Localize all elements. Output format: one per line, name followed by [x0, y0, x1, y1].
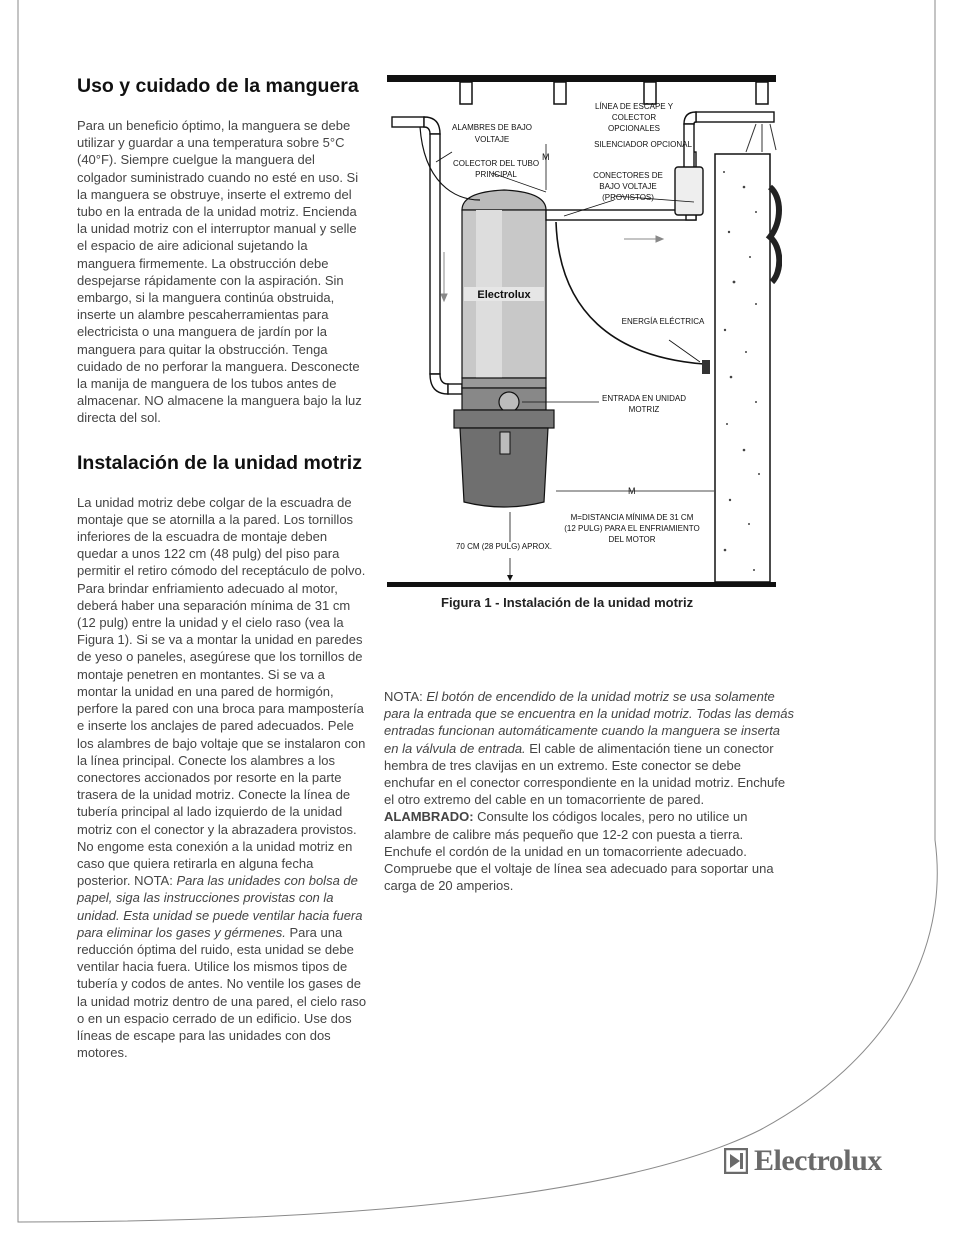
electrolux-logo-icon [724, 1148, 748, 1174]
label-height-approx: 70 CM (28 PULG) APROX. [455, 542, 553, 551]
note-prefix: NOTA: [384, 689, 427, 704]
height-arrow [507, 575, 513, 581]
label-exhaust-line-3: OPCIONALES [607, 124, 661, 133]
label-low-voltage-connectors-2: BAJO VOLTAJE [599, 182, 657, 191]
label-m-distance-2: (12 PULG) PARA EL ENFRIAMIENTO [564, 524, 700, 533]
note-text-b: Consulte los códigos locales, pero no utilice un alambre de calibre más pequeño que 12-2 con puesta a tierra. Enchufe el cordón de la unidad en un tomacorriente adecuado. Compruebe que el voltaje de línea sea adecuado para soportar una carga de 20 amperios. [384, 809, 774, 894]
label-m-distance-3: DEL MOTOR [608, 535, 656, 544]
unit-brand-label: Electrolux [477, 289, 531, 301]
canister-latch [500, 432, 510, 454]
body-text-a: La unidad motriz debe colgar de la escuadra de montaje que se atornilla a la pared. Los tornillos inferiores de la escuadra de montaje deben quedar a unos 122 cm (48 pulg) del piso para permitir el retiro cómodo del receptáculo de polvo. Para brindar enfriamiento adecuado al motor, deberá haber una separación mínima de 31 cm (12 pulg) entre la unidad y el cielo raso (vea la Figura 1). Si se va a montar la unidad en paredes de yeso o paneles, asegúrese que los tornillos de montaje penetren en montantes. Si se va a montar la unidad en una pared de hormigón, perfore la pared con una broca para mampostería e inserte los anclajes de pared adecuados. Pele los alambres de bajo voltaje que se instalaron con la línea principal. Conecte los alambres a los conectores accionados por resorte en la parte trasera de la unidad motriz. Conecte la línea de tubería principal al lado izquierdo de la unidad motriz con el conector y la abrazadera provistos. No engome esta conexión a la unidad motriz en caso que quiera retirarla en alguna fecha posterior. NOTA: [77, 494, 366, 889]
main-pipe [392, 117, 462, 394]
section-power-unit [77, 451, 367, 1062]
power-cord [556, 222, 704, 364]
label-electric-power: ENERGÍA ELÉCTRICA [621, 317, 705, 326]
note-text-a: El cable de alimentación tiene un conector hembra de tres clavijas en un extremo. Este conector se debe enchufar en el conector correspondiente en la unidad motriz. Enchufe el otro extremo del cable en un tomacorriente de pared. [384, 740, 786, 808]
label-unit-inlet-2: MOTRIZ [628, 405, 660, 414]
note-column [384, 688, 794, 894]
figure-caption: Figura 1 - Instalación de la unidad motriz [441, 595, 694, 610]
label-m-distance-1: M=DISTANCIA MÍNIMA DE 31 CM [570, 513, 694, 522]
ceiling-beam [387, 75, 776, 82]
electrolux-logo-text: Electrolux [754, 1144, 882, 1177]
section-body-hose-care: Para un beneficio óptimo, la manguera se debe utilizar y guardar a una temperatura sobre 5°C (40°F). Siempre cuelgue la manguera del colgador suministrado cuando no esté en uso. Si la manguera se obstruye, inserte el extremo del tubo en la entrada de la unidad motriz. Encienda la unidad motriz con el interruptor manual y selle el espacio de aire adicional sujetando la manguera firmemente. La obstrucción debe despejarse rápidamente con la aspiración. Sin embargo, si la manguera continúa obstruida, inserte un alambre pescaherramientas para electricista o una manguera de jardín por la manguera para quitar la obstrucción. Tenga cuidado de no perforar la manguera. Desconecte la manija de manguera de los tubos antes de almacenar. NO almacene la manguera bajo la luz directa del sol. [77, 118, 362, 426]
note-paragraph [384, 688, 794, 894]
insulation [770, 187, 779, 282]
concrete-wall [715, 154, 770, 582]
left-column [77, 74, 367, 1061]
power-unit [454, 190, 554, 507]
wall-outlet [702, 360, 710, 374]
muffler [675, 167, 703, 215]
label-low-voltage-wires-2: VOLTAJE [474, 135, 510, 144]
label-low-voltage-connectors-3: (PROVISTOS) [602, 193, 654, 202]
diagram-svg [384, 72, 782, 592]
ceiling-joists [460, 82, 768, 104]
body-text-italic: Para las unidades con bolsa de papel, siga las instrucciones provistas con la unidad. Esta unidad se puede ventilar hacia fuera para eliminar los gases y gérmenes. [77, 873, 363, 940]
note-italic: El botón de encendido de la unidad motriz se usa solamente para la entrada que se encuentra en la unidad motriz. Todas las demás entradas funcionan automáticamente cuando la manguera se inserta en la válvula de entrada. [384, 689, 795, 756]
m-mark-side: M [628, 486, 636, 496]
label-exhaust-line-1: LÍNEA DE ESCAPE Y [594, 102, 674, 111]
electrolux-logo [724, 1144, 882, 1178]
label-unit-inlet-1: ENTRADA EN UNIDAD [601, 394, 687, 403]
note-bold-label: ALAMBRADO: [384, 809, 474, 825]
section-title-hose-care: Uso y cuidado de la manguera [77, 75, 359, 97]
label-main-collector-1: COLECTOR DEL TUBO [452, 159, 540, 168]
body-text-b: Para una reducción óptima del ruido, esta unidad se debe ventilar hacia fuera. Utilice los mismos tipos de tubería y codos de antes. No ventile los gases de la unidad motriz dentro de una pared, el cielo raso o en un espacio cerrado de un edificio. Use dos líneas de escape para las unidades con dos motores. [77, 924, 367, 1061]
label-optional-muffler: SILENCIADOR OPCIONAL [594, 140, 692, 149]
section-title-power-unit: Instalación de la unidad motriz [77, 451, 362, 474]
section-body-power-unit [77, 494, 367, 1062]
label-low-voltage-wires-1: ALAMBRES DE BAJO [451, 123, 533, 132]
label-exhaust-line-2: COLECTOR [611, 113, 657, 122]
label-low-voltage-connectors-1: CONECTORES DE [593, 171, 663, 180]
m-mark-top: M [542, 152, 550, 162]
installation-diagram [384, 72, 782, 592]
label-main-collector-2: PRINCIPAL [475, 170, 517, 179]
inlet-port [499, 392, 519, 412]
exhaust-arrows [746, 124, 776, 152]
